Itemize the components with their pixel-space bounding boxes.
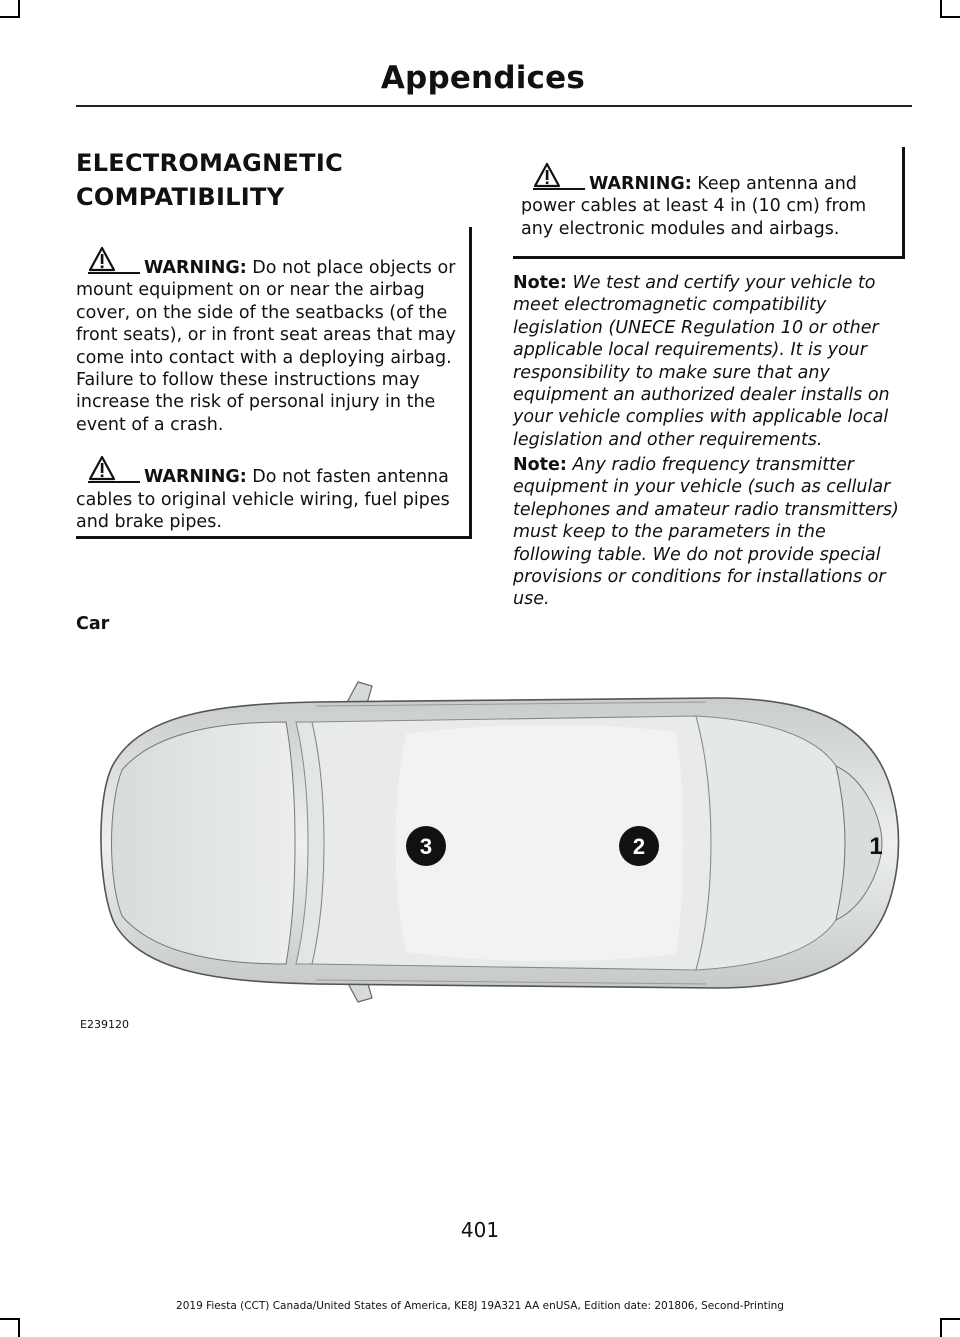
section-title	[76, 146, 476, 214]
crop-mark	[0, 16, 20, 18]
warning-item	[76, 454, 461, 533]
warning-box	[76, 227, 472, 539]
crop-mark	[0, 1318, 20, 1320]
warning-label: WARNING:	[589, 174, 692, 194]
warning-triangle-icon	[533, 161, 585, 191]
car-hood	[112, 722, 296, 964]
callout-3: 3	[419, 834, 433, 859]
note-text: Any radio frequency transmitter equipment in your vehicle (such as cellular telephones and amateur radio transmitters) must keep to the parameters in the following table. We do not provide special provisions or conditions for installations or use.	[513, 455, 899, 610]
rear-window	[696, 716, 845, 970]
note-paragraph	[513, 272, 907, 451]
warning-triangle-icon	[88, 245, 140, 275]
crop-mark	[940, 0, 942, 16]
warning-label: WARNING:	[144, 258, 247, 278]
note-paragraph	[513, 454, 907, 611]
figure-label: Car	[76, 614, 110, 634]
note-text: We test and certify your vehicle to meet electromagnetic compatibility legislation (UNECE Regulation 10 or other applicable local requirements). It is your responsibility to make sure that any equipment an authorized dealer installs on your vehicle complies with applicable local legislation and other requirements.	[513, 273, 890, 450]
warning-box	[513, 147, 905, 259]
crop-mark	[18, 1319, 20, 1337]
warning-text: Do not place objects or mount equipment on or near the airbag cover, on the side of the seatbacks (of the front seats), or in front seat areas that may come into contact with a deploying airbag. Failure to follow these instructions may increase the risk of personal injury in the event of a crash.	[76, 258, 456, 435]
page-footer: 2019 Fiesta (CCT) Canada/United States of America, KE8J 19A321 AA enUSA, Edition date: 201806, Second-Printing	[176, 1300, 784, 1312]
warning-item	[521, 161, 894, 240]
note-label: Note:	[513, 273, 567, 293]
callout-2: 2	[632, 834, 646, 859]
page-number: 401	[460, 1218, 500, 1242]
crop-mark	[940, 1318, 960, 1320]
page-header-title: Appendices	[380, 60, 585, 96]
callout-1: 1	[869, 833, 883, 860]
header-divider	[76, 105, 912, 107]
warning-item	[76, 245, 461, 436]
note-label: Note:	[513, 455, 567, 475]
car-top-view-illustration	[76, 670, 906, 1015]
figure-code: E239120	[80, 1018, 129, 1031]
section-title-line: COMPATIBILITY	[76, 183, 285, 211]
crop-mark	[940, 16, 960, 18]
section-title-line: ELECTROMAGNETIC	[76, 149, 343, 177]
warning-text: Keep antenna and power cables at least 4 in (10 cm) from any electronic modules and airbags.	[521, 174, 867, 239]
warning-label: WARNING:	[144, 467, 247, 488]
warning-triangle-icon	[88, 454, 140, 484]
warning-text: Do not fasten antenna cables to original vehicle wiring, fuel pipes and brake pipes.	[76, 467, 450, 533]
crop-mark	[940, 1319, 942, 1337]
crop-mark	[18, 0, 20, 16]
